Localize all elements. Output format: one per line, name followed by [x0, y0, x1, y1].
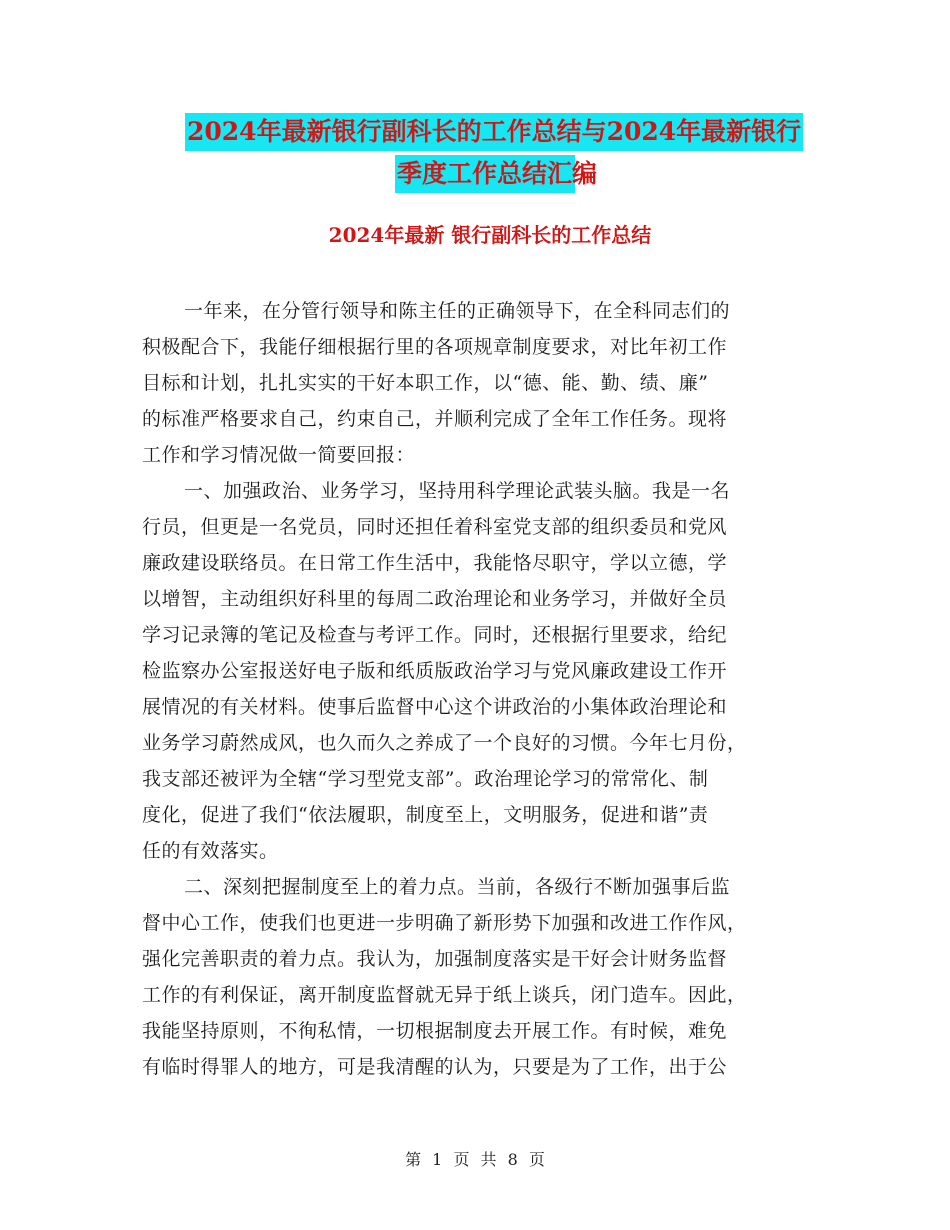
- text-line: 我支部还被评为全辖“学习型党支部”。政治理论学习的常常化、制: [142, 768, 709, 790]
- title-line-1: 2024年最新银行副科长的工作总结与2024年最新银行: [185, 113, 803, 151]
- text-line: 督中心工作，使我们也更进一步明确了新形势下加强和改进工作作风，: [142, 912, 747, 934]
- text-line: 廉政建设联络员。在日常工作生活中，我能恪尽职守，学以立德，学: [142, 552, 728, 574]
- text-line: 行员，但更是一名党员，同时还担任着科室党支部的组织委员和党风: [142, 516, 728, 538]
- text-line: 业务学习蔚然成风，也久而久之养成了一个良好的习惯。今年七月份，: [142, 732, 747, 754]
- body-text: [142, 293, 806, 1085]
- title-line-2: 季度工作总结汇编: [395, 155, 575, 193]
- section-subtitle: 2024年最新 银行副科长的工作总结: [328, 223, 652, 247]
- text-line: 目标和计划，扎扎实实的干好本职工作，以“德、能、勤、绩、廉”: [142, 372, 709, 394]
- text-line: 学习记录簿的笔记及检查与考评工作。同时，还根据行里要求，给纪: [142, 624, 728, 646]
- text-line: 一年来，在分管行领导和陈主任的正确领导下，在全科同志们的: [184, 300, 731, 322]
- text-line: 工作和学习情况做一简要回报：: [142, 444, 416, 466]
- text-line: 二、深刻把握制度至上的着力点。当前，各级行不断加强事后监: [184, 876, 731, 898]
- text-line: 任的有效落实。: [142, 840, 279, 862]
- text-line: 积极配合下，我能仔细根据行里的各项规章制度要求，对比年初工作: [142, 336, 728, 358]
- text-line: 度化，促进了我们“依法履职，制度至上，文明服务，促进和谐”责: [142, 804, 709, 826]
- text-line: 有临时得罪人的地方，可是我清醒的认为，只要是为了工作，出于公: [142, 1056, 728, 1078]
- text-line: 以增智，主动组织好科里的每周二政治理论和业务学习，并做好全员: [142, 588, 728, 610]
- text-line: 工作的有利保证，离开制度监督就无异于纸上谈兵，闭门造车。因此，: [142, 984, 747, 1006]
- text-line: 检监察办公室报送好电子版和纸质版政治学习与党风廉政建设工作开: [142, 660, 728, 682]
- text-line: 的标准严格要求自己，约束自己，并顺利完成了全年工作任务。现将: [142, 408, 728, 430]
- text-line: 一、加强政治、业务学习，坚持用科学理论武装头脑。我是一名: [184, 480, 731, 502]
- page-footer: 第 1 页 共 8 页: [405, 1150, 545, 1169]
- text-line: 我能坚持原则，不徇私情，一切根据制度去开展工作。有时候，难免: [142, 1020, 728, 1042]
- text-line: 强化完善职责的着力点。我认为，加强制度落实是干好会计财务监督: [142, 948, 728, 970]
- text-line: 展情况的有关材料。使事后监督中心这个讲政治的小集体政治理论和: [142, 696, 728, 718]
